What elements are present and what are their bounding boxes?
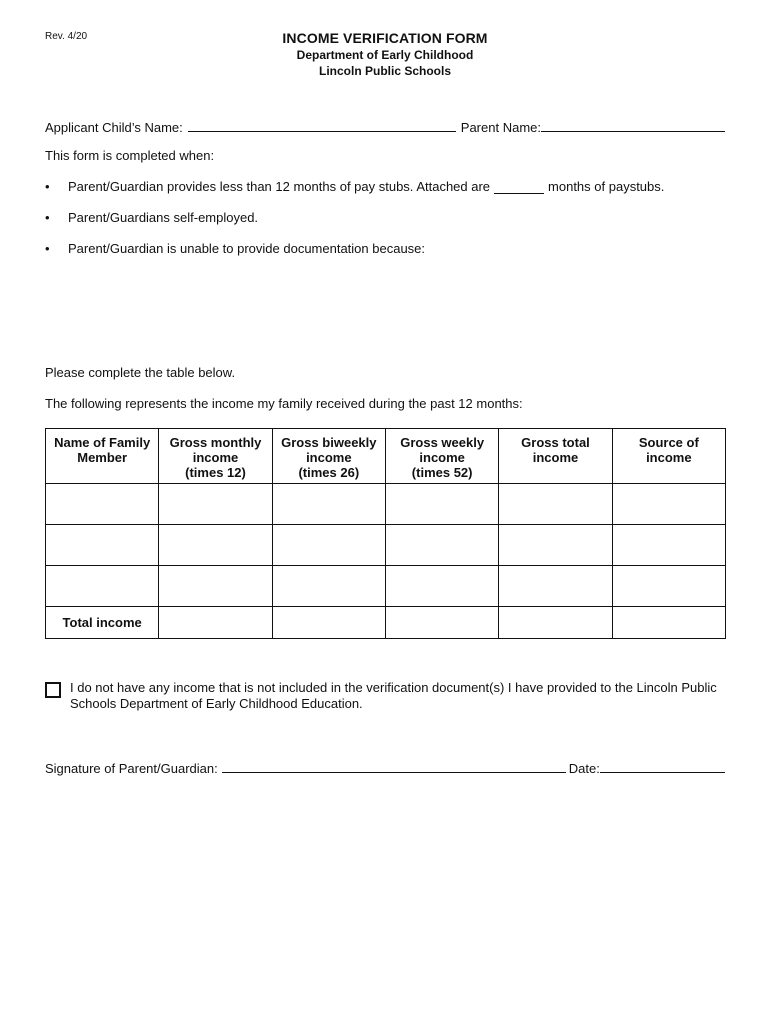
column-header-source bbox=[612, 429, 725, 484]
signature-field[interactable] bbox=[222, 758, 566, 773]
condition-item-self-employed bbox=[45, 210, 258, 225]
condition-item-no-documentation bbox=[45, 241, 425, 256]
condition-item-self-employed-text: Parent/Guardians self-employed. bbox=[68, 210, 259, 225]
header-line: Gross total bbox=[521, 435, 590, 450]
bullet-glyph: • bbox=[45, 210, 50, 225]
income-table bbox=[45, 428, 726, 639]
date-label: Date: bbox=[568, 761, 600, 776]
table-instruction: Please complete the table below. bbox=[45, 365, 236, 380]
parent-name-field[interactable] bbox=[541, 117, 725, 132]
header-line: (times 52) bbox=[411, 465, 473, 480]
table-cell[interactable] bbox=[612, 525, 725, 566]
condition-item-paystubs-suffix: months of paystubs. bbox=[548, 179, 665, 194]
attestation-row bbox=[45, 680, 725, 712]
header-line: Gross weekly bbox=[400, 435, 485, 450]
table-cell[interactable] bbox=[499, 484, 612, 525]
table-row bbox=[46, 484, 726, 525]
header-line: income bbox=[419, 450, 465, 465]
table-cell[interactable] bbox=[46, 566, 159, 607]
header-line: Member bbox=[77, 450, 128, 465]
header-line: Source of bbox=[638, 435, 699, 450]
parent-name-label: Parent Name: bbox=[460, 120, 541, 135]
header-line: Name of Family bbox=[54, 435, 151, 450]
table-cell[interactable] bbox=[385, 566, 498, 607]
table-cell[interactable] bbox=[159, 607, 272, 639]
table-cell[interactable] bbox=[385, 484, 498, 525]
column-header-gross-total bbox=[499, 429, 612, 484]
table-cell[interactable] bbox=[499, 607, 612, 639]
revision-label: Rev. 4/20 bbox=[45, 31, 88, 42]
attestation-checkbox[interactable] bbox=[45, 682, 61, 698]
table-cell[interactable] bbox=[272, 607, 385, 639]
table-cell[interactable] bbox=[612, 484, 725, 525]
header-line: (times 26) bbox=[298, 465, 360, 480]
table-cell[interactable] bbox=[46, 525, 159, 566]
header-line: income bbox=[192, 450, 239, 465]
table-row bbox=[46, 525, 726, 566]
table-row bbox=[46, 566, 726, 607]
column-header-gross-monthly bbox=[159, 429, 272, 484]
table-cell[interactable] bbox=[612, 566, 725, 607]
table-cell[interactable] bbox=[385, 607, 498, 639]
table-cell[interactable] bbox=[159, 525, 272, 566]
signature-label: Signature of Parent/Guardian: bbox=[45, 761, 218, 776]
form-title: INCOME VERIFICATION FORM bbox=[282, 30, 488, 46]
child-name-label: Applicant Child’s Name: bbox=[45, 120, 183, 135]
header-line: Gross monthly bbox=[169, 435, 262, 450]
conditions-intro: This form is completed when: bbox=[45, 148, 215, 163]
table-cell[interactable] bbox=[272, 566, 385, 607]
paystub-months-field[interactable] bbox=[494, 179, 544, 194]
table-cell[interactable] bbox=[272, 525, 385, 566]
table-cell[interactable] bbox=[385, 525, 498, 566]
header-line: income bbox=[646, 450, 692, 465]
signature-row bbox=[45, 758, 725, 776]
department-name: Department of Early Childhood bbox=[296, 48, 474, 62]
attestation-text: I do not have any income that is not included in the verification document(s) I have provided to the Lincoln Public Schools Department of Early Childhood Education. bbox=[70, 680, 717, 711]
column-header-gross-biweekly bbox=[272, 429, 385, 484]
date-field[interactable] bbox=[600, 758, 725, 773]
header-line: income bbox=[306, 450, 352, 465]
header-line: income bbox=[532, 450, 579, 465]
child-name-field[interactable] bbox=[188, 117, 456, 132]
header-line: (times 12) bbox=[185, 465, 246, 480]
table-header-row bbox=[46, 429, 726, 484]
table-cell[interactable] bbox=[159, 484, 272, 525]
table-cell[interactable] bbox=[272, 484, 385, 525]
school-name: Lincoln Public Schools bbox=[318, 64, 451, 78]
column-header-gross-weekly bbox=[385, 429, 498, 484]
total-income-label: Total income bbox=[46, 607, 159, 639]
table-cell[interactable] bbox=[499, 566, 612, 607]
table-cell[interactable] bbox=[46, 484, 159, 525]
table-cell[interactable] bbox=[612, 607, 725, 639]
income-period-statement: The following represents the income my family received during the past 12 months: bbox=[45, 396, 523, 411]
name-fields-row bbox=[45, 117, 725, 135]
condition-item-paystubs bbox=[45, 179, 664, 194]
total-income-row bbox=[46, 607, 726, 639]
condition-item-paystubs-text: Parent/Guardian provides less than 12 months of pay stubs. Attached are bbox=[68, 179, 491, 194]
condition-item-no-documentation-text: Parent/Guardian is unable to provide documentation because: bbox=[68, 241, 426, 256]
table-cell[interactable] bbox=[159, 566, 272, 607]
table-cell[interactable] bbox=[499, 525, 612, 566]
bullet-glyph: • bbox=[45, 241, 50, 256]
column-header-family-member bbox=[46, 429, 159, 484]
form-header bbox=[0, 30, 770, 78]
header-line: Gross biweekly bbox=[281, 435, 377, 450]
bullet-glyph: • bbox=[45, 179, 50, 194]
